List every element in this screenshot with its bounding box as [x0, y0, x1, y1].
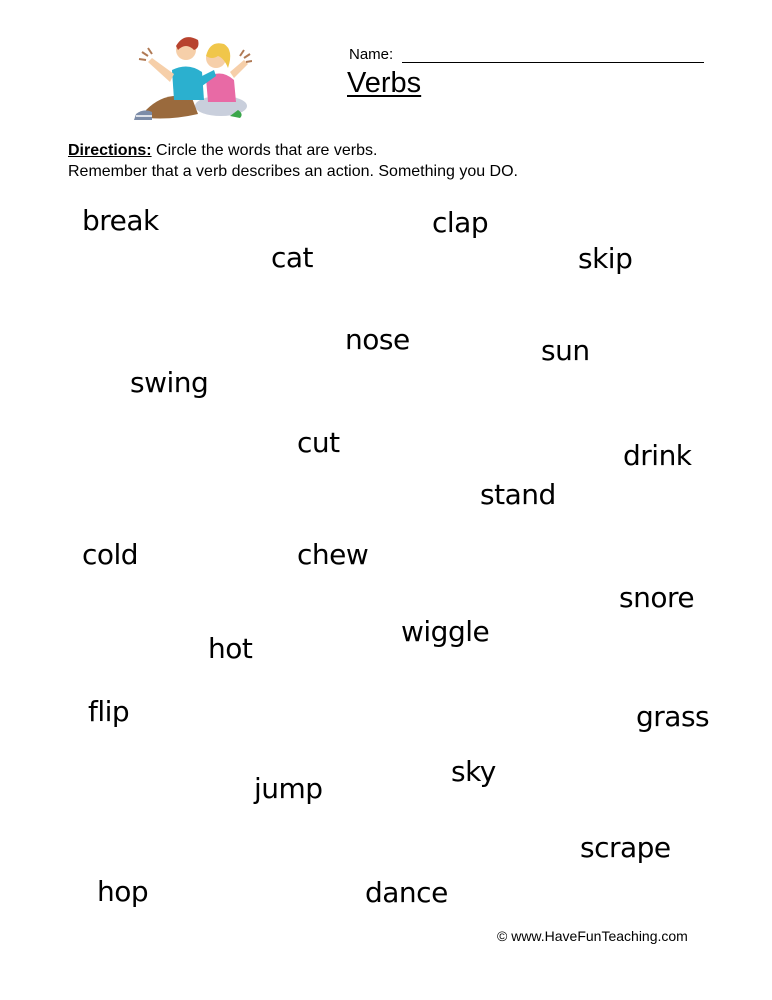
name-field[interactable]	[402, 62, 704, 63]
word-snore[interactable]: snore	[619, 581, 695, 614]
word-cat[interactable]: cat	[271, 241, 314, 274]
word-chew[interactable]: chew	[297, 538, 369, 571]
directions	[68, 140, 518, 182]
directions-line-2: Remember that a verb describes an action. Something you DO.	[68, 163, 518, 180]
word-swing[interactable]: swing	[130, 366, 209, 399]
word-flip[interactable]: flip	[88, 695, 130, 728]
word-sky[interactable]: sky	[451, 755, 496, 788]
word-hop[interactable]: hop	[97, 875, 149, 908]
directions-line-1	[68, 140, 518, 161]
word-cold[interactable]: cold	[82, 538, 139, 571]
word-skip[interactable]: skip	[578, 242, 633, 275]
word-drink[interactable]: drink	[623, 439, 692, 472]
word-scrape[interactable]: scrape	[580, 831, 671, 864]
word-hot[interactable]: hot	[208, 632, 253, 665]
two-kids-sitting-back-to-back-icon	[126, 28, 252, 122]
word-sun[interactable]: sun	[541, 334, 590, 367]
name-label: Name:	[349, 46, 394, 63]
word-dance[interactable]: dance	[365, 876, 448, 909]
word-jump[interactable]: jump	[254, 772, 323, 805]
directions-text: Circle the words that are verbs.	[156, 142, 378, 159]
word-cut[interactable]: cut	[297, 426, 340, 459]
word-grass[interactable]: grass	[636, 700, 710, 733]
copyright: © www.HaveFunTeaching.com	[497, 928, 688, 944]
word-break[interactable]: break	[82, 204, 159, 237]
word-stand[interactable]: stand	[480, 478, 556, 511]
word-clap[interactable]: clap	[432, 206, 489, 239]
word-nose[interactable]: nose	[345, 323, 410, 356]
word-wiggle[interactable]: wiggle	[401, 615, 490, 648]
directions-label: Directions:	[68, 142, 152, 159]
page-title: Verbs	[347, 67, 422, 99]
